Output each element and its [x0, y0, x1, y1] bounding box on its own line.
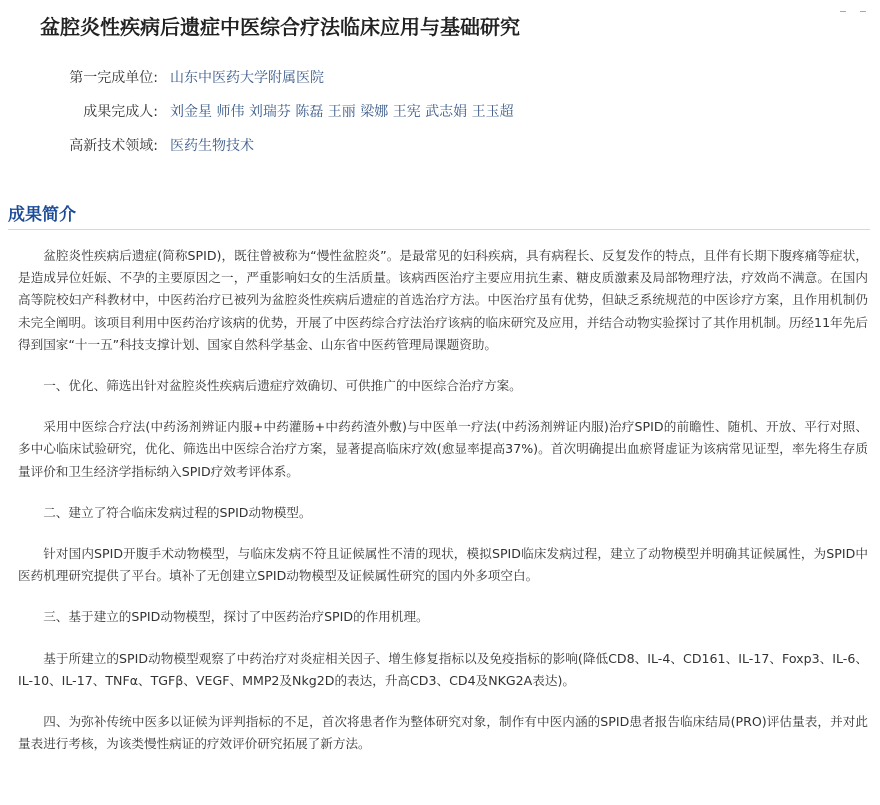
meta-value: 山东中医药大学附属医院: [170, 70, 324, 86]
meta-info: [0, 60, 880, 162]
paragraph: 一、优化、筛选出针对盆腔炎性疾病后遗症疗效确切、可供推广的中医综合治疗方案。: [43, 378, 522, 394]
meta-value: 刘金星 师伟 刘瑞芬 陈磊 王丽 梁娜 王宪 武志娟 王玉超: [170, 104, 514, 120]
meta-label: 第一完成单位:: [69, 70, 158, 86]
paragraph: 二、建立了符合临床发病过程的SPID动物模型。: [43, 504, 312, 520]
section-divider: [8, 229, 870, 230]
paragraph: 采用中医综合疗法(中药汤剂辨证内服+中药灌肠+中药药渣外敷)与中医单一疗法(中药汤剂辨证内服)治疗SPID的前瞻性、随机、开放、平行对照、多中心临床试验研究，优化、筛选出中医综合治疗方案，显著提高临床疗效(愈显率提高37%)。首次明确提出血瘀肾虚证为该病常见证型，率先将生存质量评价和卫生经济学指标纳入SPID疗效考评体系。: [18, 419, 868, 479]
page-title: 盆腔炎性疾病后遗症中医综合疗法临床应用与基础研究: [40, 15, 520, 39]
decorative-mark: [860, 11, 866, 12]
paragraph: 三、基于建立的SPID动物模型，探讨了中医药治疗SPID的作用机理。: [43, 609, 429, 625]
summary-content: [18, 245, 868, 774]
meta-row-unit: [0, 60, 880, 94]
paragraph: 四、为弥补传统中医多以证候为评判指标的不足，首次将患者作为整体研究对象，制作有中医内涵的SPID患者报告临床结局(PRO)评估量表，并对此量表进行考核，为该类慢性病证的疗效评价研究拓展了新方法。: [18, 714, 868, 752]
paragraph: 盆腔炎性疾病后遗症(简称SPID)，既往曾被称为“慢性盆腔炎”。是最常见的妇科疾病，具有病程长、反复发作的特点，且伴有长期下腹疼痛等症状，是造成异位妊娠、不孕的主要原因之一，严重影响妇女的生活质量。该病西医治疗主要应用抗生素、糖皮质激素及局部物理疗法，疗效尚不满意。在国内高等院校妇产科教材中，中医药治疗已被列为盆腔炎性疾病后遗症的首选治疗方法。中医治疗虽有优势，但缺乏系统规范的中医诊疗方案，且作用机制仍未完全阐明。该项目利用中医药治疗该病的优势，开展了中医药综合疗法治疗该病的临床研究及应用，并结合动物实验探讨了其作用机制。历经11年先后得到国家“十一五”科技支撑计划、国家自然科学基金、山东省中医药管理局课题资助。: [18, 248, 868, 352]
meta-row-field: [0, 128, 880, 162]
decorative-mark: [840, 11, 846, 12]
paragraph: 基于所建立的SPID动物模型观察了中药治疗对炎症相关因子、增生修复指标以及免疫指标的影响(降低CD8、IL-4、CD161、IL-17、Foxp3、IL-6、IL-10、IL-17、TNFα、TGFβ、VEGF、MMP2及Nkg2D的表达，升高CD3、CD4及NKG2A表达)。: [18, 650, 868, 688]
meta-value: 医药生物技术: [170, 138, 254, 154]
meta-label: 高新技术领域:: [69, 138, 158, 154]
paragraph: 针对国内SPID开腹手术动物模型，与临床发病不符且证候属性不清的现状，模拟SPID临床发病过程，建立了动物模型并明确其证候属性，为SPID中医药机理研究提供了平台。填补了无创建立SPID动物模型及证候属性研究的国内外多项空白。: [18, 546, 868, 584]
meta-row-authors: [0, 94, 880, 128]
meta-label: 成果完成人:: [83, 104, 158, 120]
section-title: 成果简介: [8, 205, 76, 225]
